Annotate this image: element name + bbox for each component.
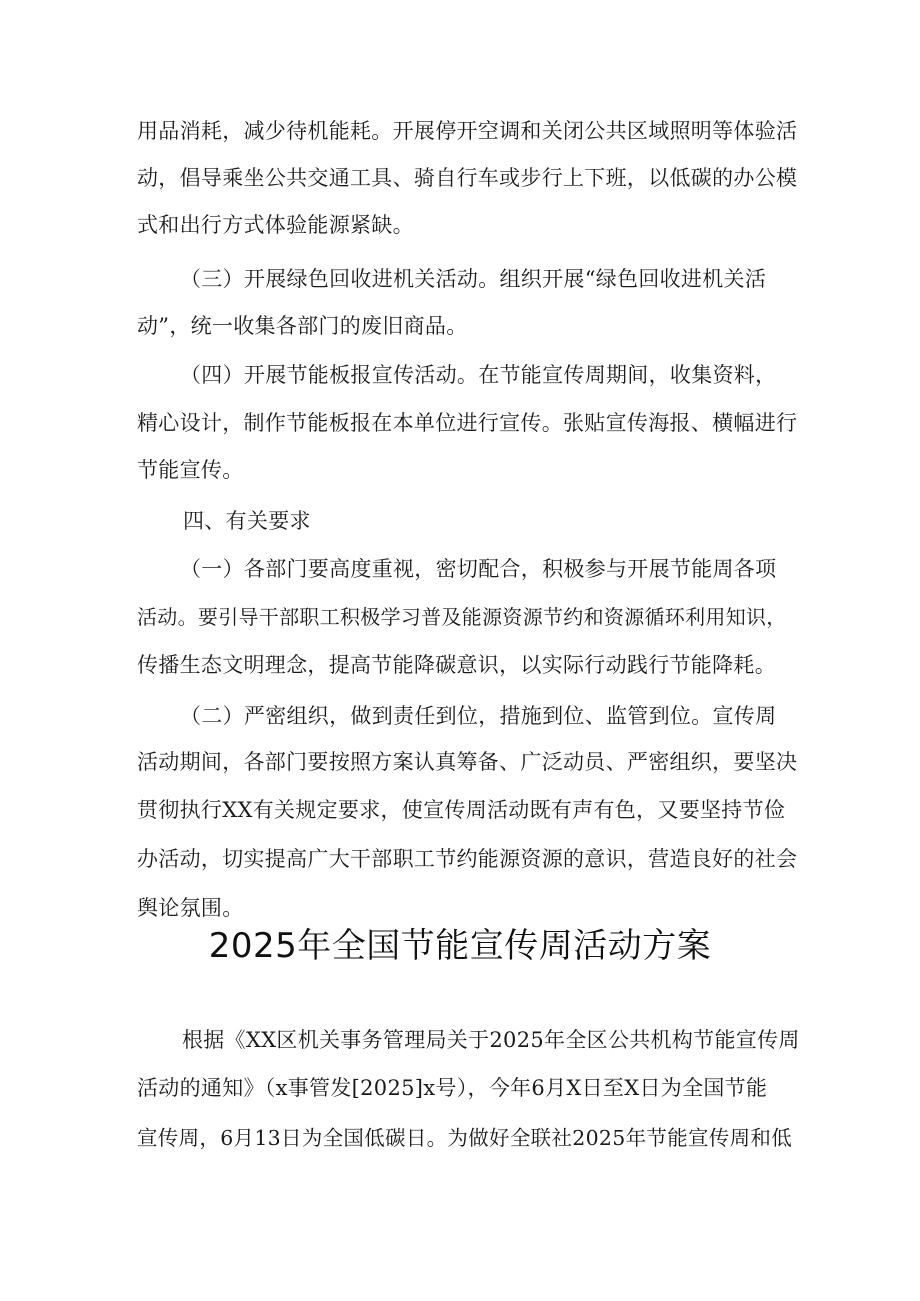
- body-line: 办活动，切实提高广大干部职工节约能源资源的意识，营造良好的社会: [137, 847, 798, 871]
- body-line: （二）严密组织，做到责任到位，措施到位、监管到位。宣传周: [180, 704, 777, 728]
- body-line: 动”，统一收集各部门的废旧商品。: [137, 314, 468, 338]
- document-title: 2025年全国节能宣传周活动方案: [208, 926, 712, 966]
- body-line: 式和出行方式体验能源紧缺。: [137, 213, 414, 237]
- body-line: 舆论氛围。: [137, 896, 244, 920]
- body-line: （三）开展绿色回收进机关活动。组织开展“绿色回收进机关活: [180, 267, 767, 291]
- body-line: 精心设计，制作节能板报在本单位进行宣传。张贴宣传海报、横幅进行: [137, 411, 798, 435]
- body-line: 用品消耗，减少待机能耗。开展停开空调和关闭公共区域照明等体验活: [137, 119, 798, 143]
- intro-line: 根据《XX区机关事务管理局关于2025年全区公共机构节能宣传周: [182, 1028, 800, 1052]
- body-line: 节能宣传。: [137, 458, 244, 482]
- section-heading: 四、有关要求: [183, 509, 311, 533]
- body-line: 活动期间，各部门要按照方案认真筹备、广泛动员、严密组织，要坚决: [137, 750, 798, 774]
- intro-line: 活动的通知》（x事管发[2025]x号），今年6月X日至X日为全国节能: [137, 1076, 768, 1100]
- body-line: （四）开展节能板报宣传活动。在节能宣传周期间，收集资料，: [180, 363, 777, 387]
- body-line: 传播生态文明理念，提高节能降碳意识，以实际行动践行节能降耗。: [137, 653, 776, 677]
- body-line: 贯彻执行XX有关规定要求，使宣传周活动既有声有色，又要坚持节俭: [137, 798, 786, 822]
- body-line: 动，倡导乘坐公共交通工具、骑自行车或步行上下班，以低碳的办公模: [137, 166, 798, 190]
- body-line: 活动。要引导干部职工积极学习普及能源资源节约和资源循环利用知识，: [137, 605, 787, 629]
- body-line: （一）各部门要高度重视，密切配合，积极参与开展节能周各项: [180, 557, 777, 581]
- intro-line: 宣传周，6月13日为全国低碳日。为做好全联社2025年节能宣传周和低: [137, 1126, 792, 1150]
